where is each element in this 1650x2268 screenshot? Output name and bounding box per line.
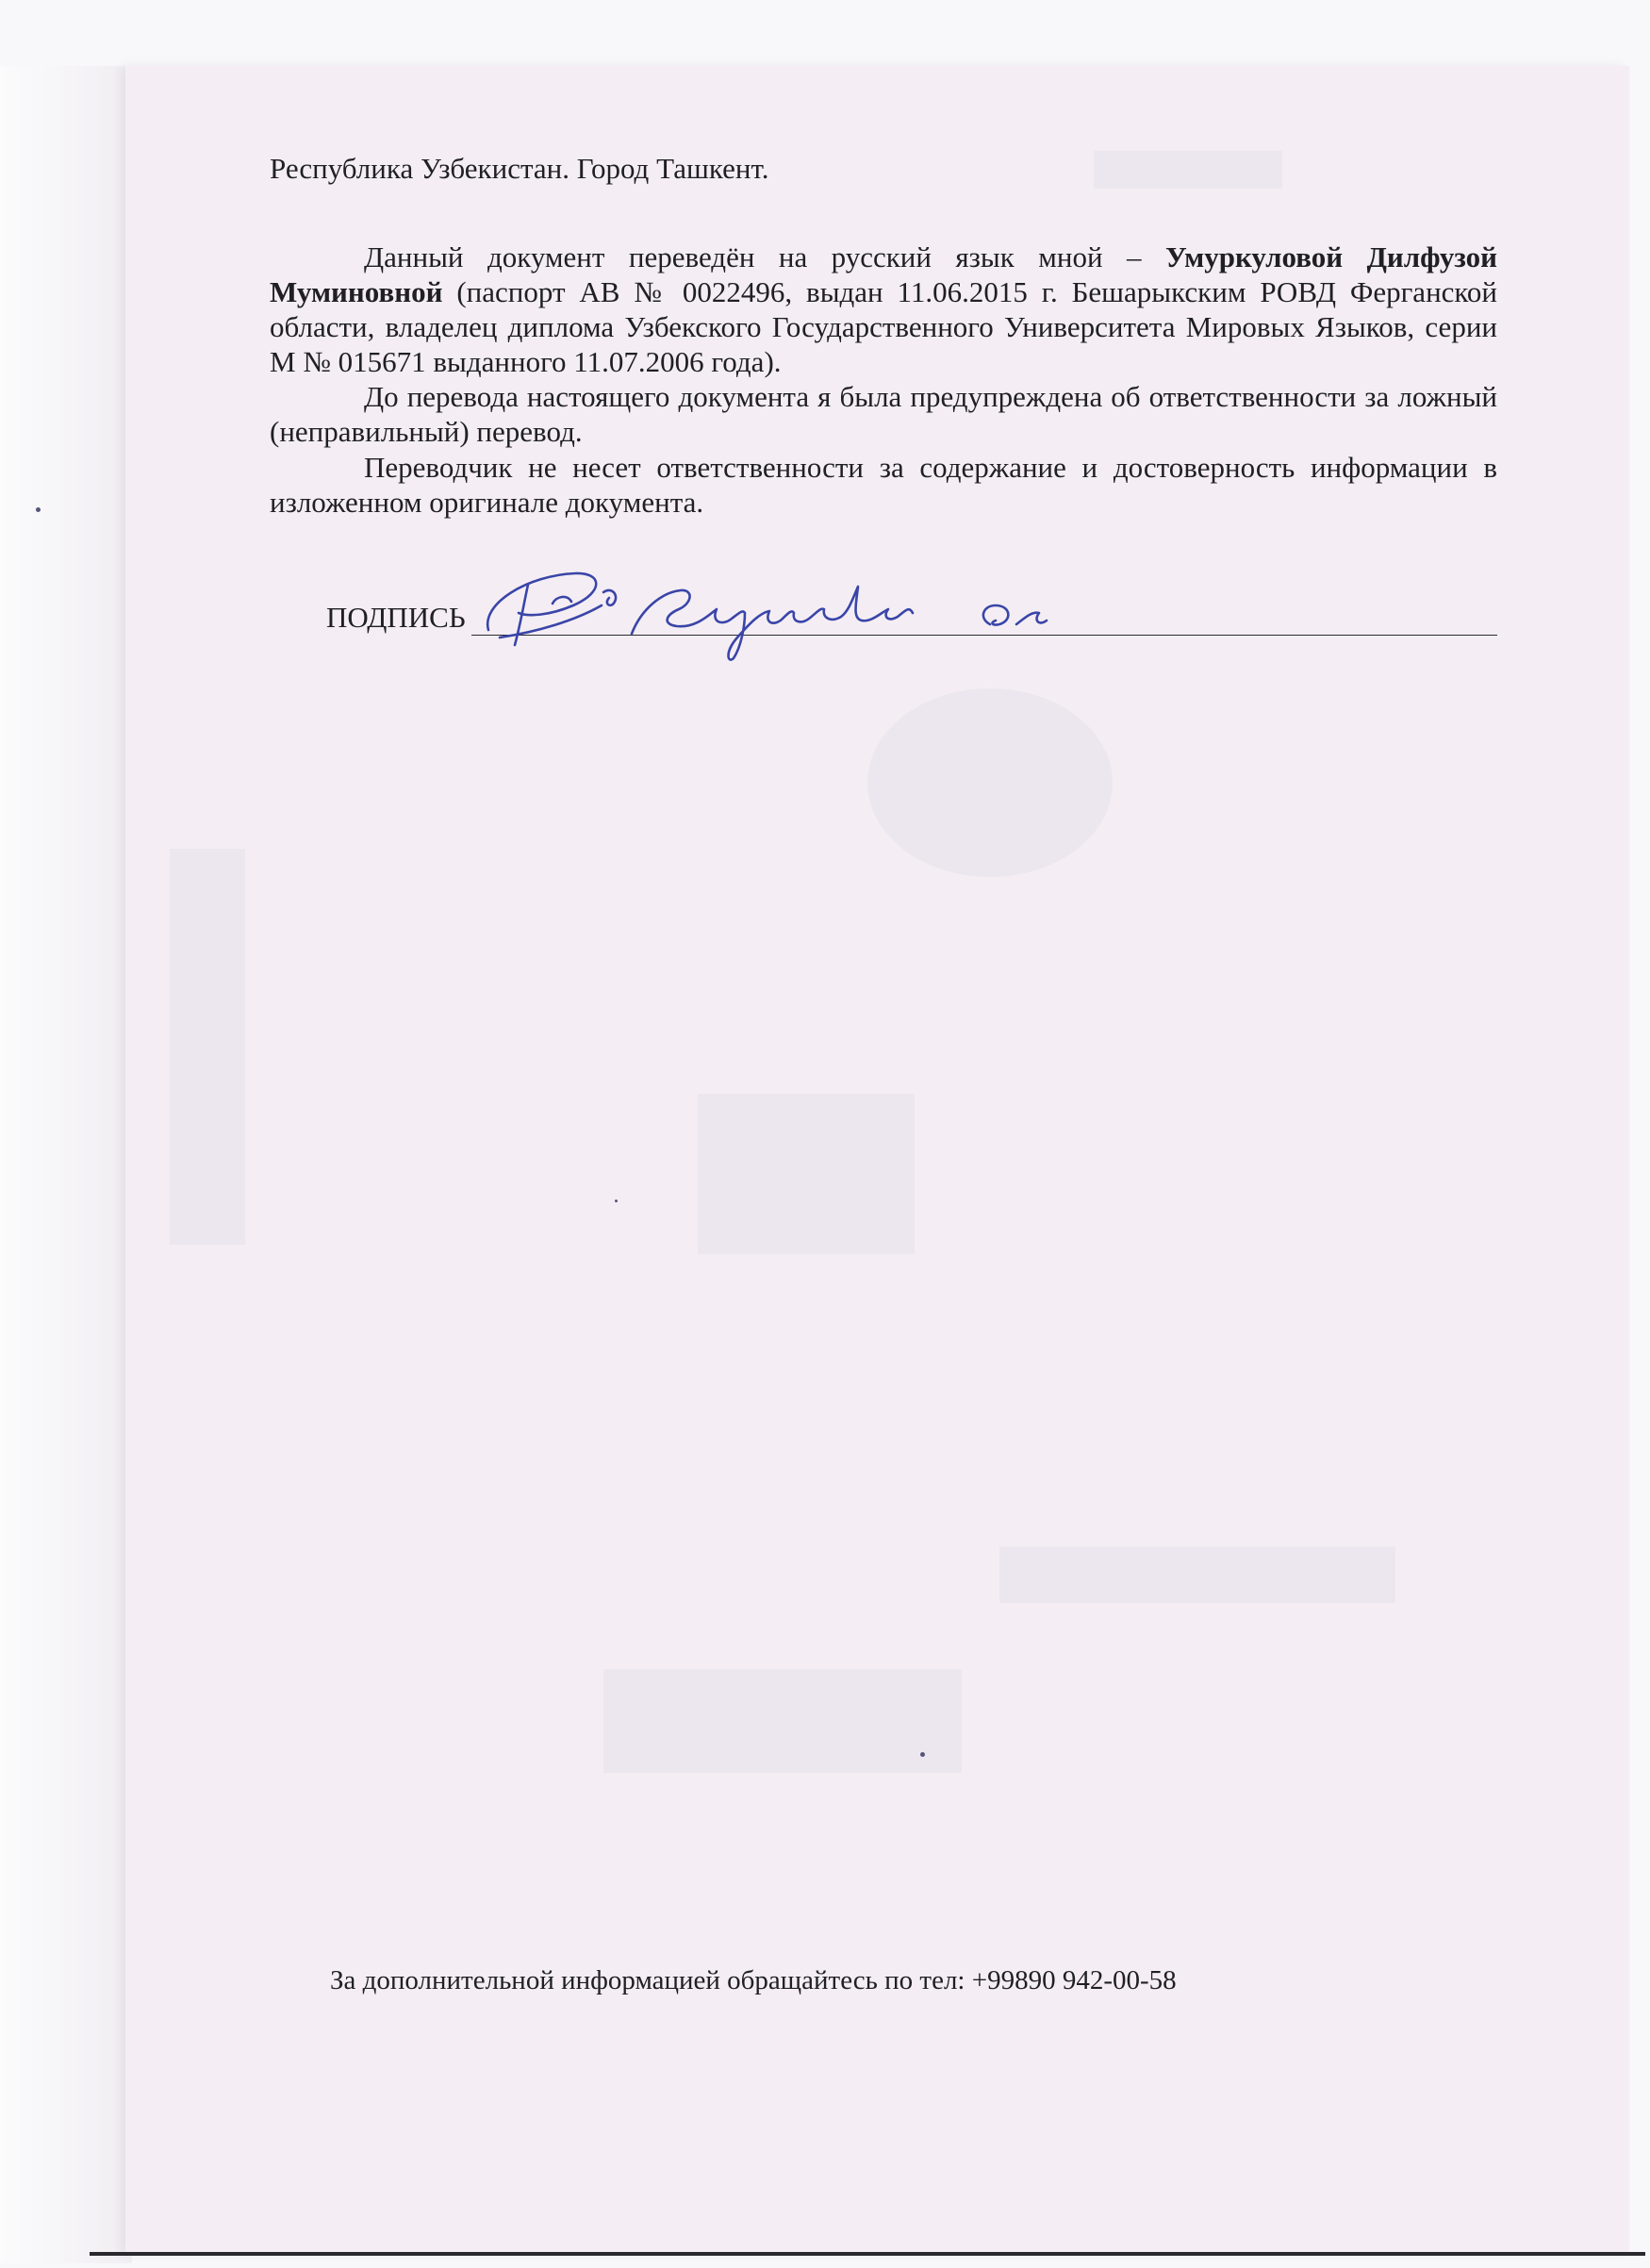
translator-details: (паспорт АВ № 0022496, выдан 11.06.2015 г. Бешарыкским РОВД Ферганской области, владелец диплома Узбекского Государственного Университета Мировых Языков, серии М № 015671 выданного 11.07.2006 года). <box>270 275 1497 378</box>
bleed-through-mark <box>867 688 1113 877</box>
scan-speck <box>36 507 41 512</box>
translator-statement <box>270 240 1497 379</box>
page-bottom-edge <box>90 2252 1645 2256</box>
bleed-through-mark <box>698 1094 915 1254</box>
scan-speck <box>920 1752 925 1757</box>
handwritten-signature <box>462 547 1122 670</box>
bleed-through-mark <box>1094 151 1282 189</box>
statement-intro: Данный документ переведён на русский язык мной – <box>364 240 1165 273</box>
liability-warning: До перевода настоящего документа я была предупреждена об ответственности за ложный (неправильный) перевод. <box>270 380 1497 448</box>
bleed-through-mark <box>603 1669 962 1773</box>
location-header: Республика Узбекистан. Город Ташкент. <box>270 152 769 185</box>
bleed-through-mark <box>170 849 245 1245</box>
scan-speck <box>615 1200 618 1202</box>
signature-label: ПОДПИСЬ <box>326 601 466 634</box>
page-edge <box>0 66 132 2263</box>
contact-footer: За дополнительной информацией обращайтесь по тел: +99890 942-00-58 <box>330 1965 1177 1995</box>
bleed-through-mark <box>999 1547 1395 1603</box>
translator-name: Умуркуловой Дилфузой Муминовной <box>270 240 1497 308</box>
disclaimer: Переводчик не несет ответственности за содержание и достоверность информации в изложенном оригинале документа. <box>270 451 1497 519</box>
